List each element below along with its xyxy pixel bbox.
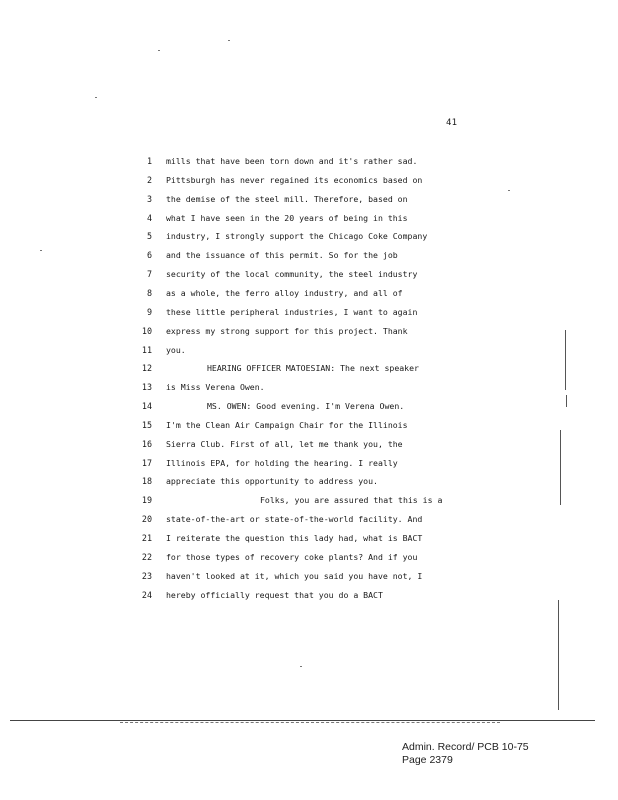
line-number: 13 — [141, 382, 152, 393]
line-number: 17 — [141, 457, 152, 468]
transcript-line — [0, 193, 618, 211]
admin-record-label: Admin. Record/ PCB 10-75 — [402, 741, 529, 753]
line-number: 11 — [141, 344, 152, 355]
line-text: the demise of the steel mill. Therefore, based on — [166, 193, 408, 204]
line-number: 24 — [141, 589, 152, 600]
transcript-line — [0, 268, 618, 286]
line-number: 4 — [146, 212, 152, 223]
margin-mark — [565, 330, 566, 390]
line-text: HEARING OFFICER MATOESIAN: The next speaker — [207, 363, 419, 374]
transcript-line — [0, 419, 618, 437]
line-text: is Miss Verena Owen. — [166, 382, 265, 393]
footer-rule — [10, 720, 595, 721]
line-number: 23 — [141, 570, 152, 581]
line-number: 5 — [146, 231, 152, 242]
line-text: what I have seen in the 20 years of being in this — [166, 212, 408, 223]
line-text: Illinois EPA, for holding the hearing. I really — [166, 457, 398, 468]
line-text: I'm the Clean Air Campaign Chair for the Illinois — [166, 419, 408, 430]
transcript-line — [0, 494, 618, 512]
line-number: 8 — [146, 287, 152, 298]
line-text: MS. OWEN: Good evening. I'm Verena Owen. — [207, 401, 405, 412]
line-text: Pittsburgh has never regained its economics based on — [166, 174, 423, 185]
transcript-line — [0, 532, 618, 550]
transcript-line — [0, 589, 618, 607]
line-number: 18 — [141, 476, 152, 487]
transcript-line — [0, 155, 618, 173]
line-number: 9 — [146, 306, 152, 317]
line-number: 7 — [146, 269, 152, 280]
transcript-line — [0, 212, 618, 230]
line-text: industry, I strongly support the Chicago Coke Company — [166, 231, 428, 242]
transcript-line — [0, 287, 618, 305]
line-text: as a whole, the ferro alloy industry, and all of — [166, 287, 403, 298]
line-number: 20 — [141, 514, 152, 525]
transcript-line — [0, 513, 618, 531]
line-number: 21 — [141, 533, 152, 543]
transcript-line — [0, 230, 618, 248]
admin-record-page: Page 2379 — [402, 754, 453, 766]
transcript-line — [0, 457, 618, 475]
line-text: Sierra Club. First of all, let me thank you, the — [166, 438, 403, 449]
margin-mark — [560, 430, 561, 505]
transcript-line — [0, 570, 618, 588]
line-text: mills that have been torn down and it's rather sad. — [166, 156, 418, 166]
line-text: I reiterate the question this lady had, what is BACT — [166, 533, 423, 543]
line-text: you. — [166, 344, 186, 355]
line-text: hereby officially request that you do a BACT — [166, 589, 383, 600]
line-number: 10 — [141, 325, 152, 336]
line-number: 3 — [146, 193, 152, 204]
line-number: 19 — [141, 495, 152, 506]
transcript-line — [0, 249, 618, 267]
transcript-line — [0, 381, 618, 399]
margin-mark — [558, 600, 559, 710]
margin-mark — [566, 395, 567, 407]
scan-speck — [40, 250, 42, 251]
scan-speck — [508, 190, 510, 191]
line-number: 1 — [146, 156, 152, 166]
transcript-line — [0, 551, 618, 569]
line-text: for those types of recovery coke plants? And if you — [166, 551, 418, 562]
line-number: 15 — [141, 419, 152, 430]
scan-speck — [228, 40, 230, 41]
scan-speck — [158, 50, 160, 51]
admin-record-stamp — [402, 741, 529, 767]
line-number: 16 — [141, 438, 152, 449]
line-text: appreciate this opportunity to address you. — [166, 476, 378, 487]
transcript-line — [0, 400, 618, 418]
line-text: express my strong support for this project. Thank — [166, 325, 408, 336]
line-number: 22 — [141, 551, 152, 562]
line-number: 6 — [146, 250, 152, 261]
footer-rule-dashed — [120, 722, 500, 723]
line-text: security of the local community, the steel industry — [166, 269, 418, 280]
line-text: haven't looked at it, which you said you have not, I — [166, 570, 423, 581]
transcript-line — [0, 475, 618, 493]
transcript-line — [0, 438, 618, 456]
transcript-line — [0, 344, 618, 362]
transcript-line — [0, 362, 618, 380]
page-number: 41 — [446, 118, 458, 128]
scan-speck — [95, 97, 97, 98]
line-text: and the issuance of this permit. So for the job — [166, 250, 398, 261]
line-number: 14 — [141, 401, 152, 412]
line-number: 2 — [146, 174, 152, 185]
transcript-line — [0, 325, 618, 343]
transcript-line — [0, 306, 618, 324]
line-number: 12 — [141, 363, 152, 374]
line-text: Folks, you are assured that this is a — [260, 495, 443, 506]
line-text: these little peripheral industries, I want to again — [166, 306, 418, 317]
scan-speck — [300, 666, 302, 667]
transcript-line — [0, 174, 618, 192]
line-text: state-of-the-art or state-of-the-world facility. And — [166, 514, 423, 525]
